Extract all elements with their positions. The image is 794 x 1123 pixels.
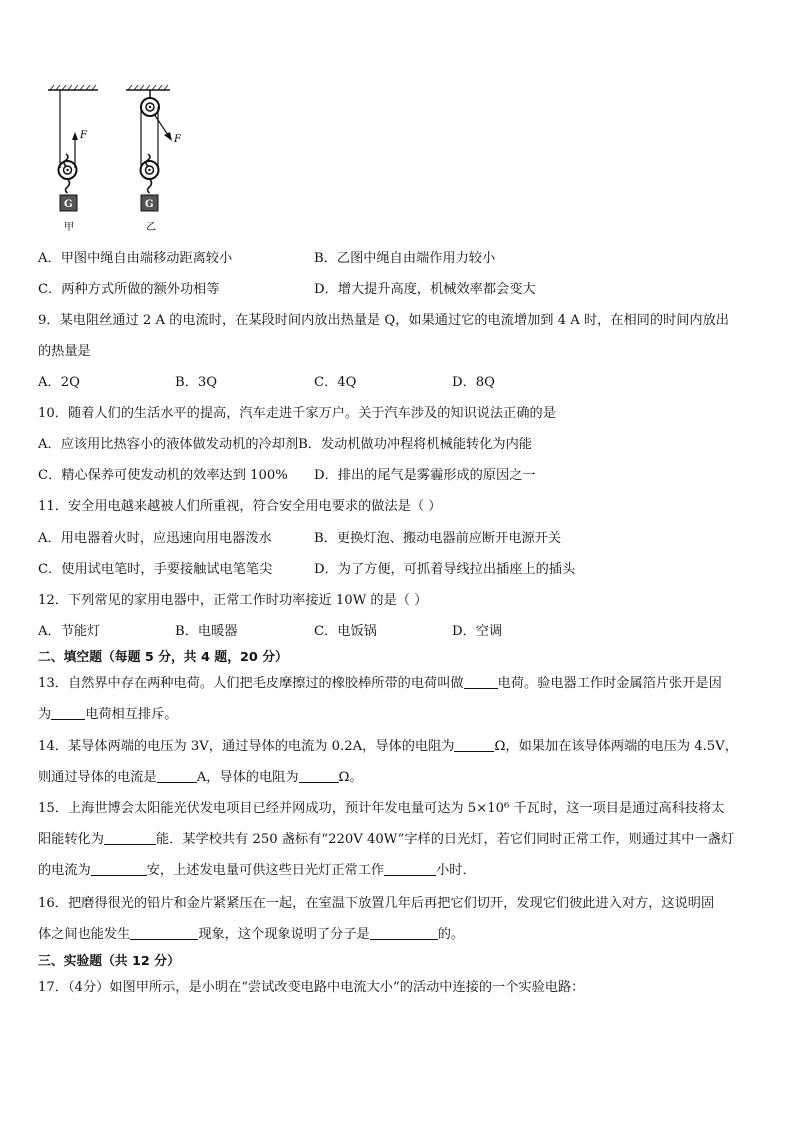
q14-blank-1[interactable] [454, 737, 494, 752]
q15-text-5: 小时． [436, 863, 476, 878]
right-ceiling [126, 85, 170, 90]
q12-option-c: C．电饭锅 [314, 624, 377, 639]
q15-line1: 15．上海世博会太阳能光伏发电项目已经并网成功，预计年发电量可达为 5×10⁶ 千瓦时，这一项目是通过高科技将太 [38, 801, 725, 816]
q8-option-d: D．增大提升高度，机械效率都会变大 [314, 282, 536, 297]
q14-blank-2[interactable] [157, 768, 197, 783]
q9-stem-line2: 的热量是 [38, 344, 91, 359]
left-movable-pulley [59, 154, 77, 193]
q13-text-2: 电荷。验电器工作时金属箔片张开是因 [497, 676, 722, 691]
q15-text-4: 安，上述发电量可供这些日光灯正常工作 [146, 863, 385, 878]
q17-stem: 17．（4分）如图甲所示，是小明在“尝试改变电路中电流大小”的活动中连接的一个实验电路： [38, 980, 585, 995]
q14-text-2: Ω，如果加在该导体两端的电压为 4.5V， [494, 739, 738, 754]
q16-line1: 16．把磨得很光的铅片和金片紧紧压在一起，在室温下放置几年后再把它们切开，发现它们彼此进入对方，这说明固 [38, 896, 715, 911]
q8-option-b: B．乙图中绳自由端作用力较小 [314, 251, 496, 266]
q16-text-1: 体之间也能发生 [38, 927, 131, 942]
q13-text-1: 13．自然界中存在两种电荷。人们把毛皮摩擦过的橡胶棒所带的电荷叫做 [38, 676, 464, 691]
q14-text-4: A，导体的电阻为 [196, 770, 299, 785]
q15-line2 [38, 830, 734, 850]
q11-option-b: B．更换灯泡、搬动电器前应断开电源开关 [314, 531, 562, 546]
left-weight-label: G [64, 199, 73, 210]
q16-text-2: 现象，这个现象说明了分子是 [198, 927, 370, 942]
q11-stem: 11．安全用电越来越被人们所重视，符合安全用电要求的做法是（ ） [38, 499, 442, 514]
q10-option-d: D．排出的尾气是雾霾形成的原因之一 [314, 468, 536, 483]
q13-line2 [38, 705, 178, 725]
q8-option-c: C．两种方式所做的额外功相等 [38, 282, 220, 297]
q15-blank-1[interactable] [104, 830, 156, 845]
q15-text-3: 的电流为 [38, 863, 91, 878]
q16-line2 [38, 925, 464, 945]
right-figure-label: 乙 [146, 222, 156, 233]
q15-blank-2[interactable] [91, 861, 147, 876]
q14-blank-3[interactable] [299, 768, 339, 783]
q11-option-d: D．为了方便，可抓着导线拉出插座上的插头 [314, 562, 576, 577]
q9-option-d: D．8Q [452, 375, 495, 390]
q16-text-3: 的。 [437, 927, 465, 942]
left-force-label: F [80, 130, 87, 141]
q13-blank-1[interactable] [464, 674, 498, 689]
q12-option-b: B．电暖器 [175, 624, 238, 639]
right-fixed-pulley [141, 90, 159, 116]
q15-blank-3[interactable] [384, 861, 436, 876]
q10-option-ab: A．应该用比热容小的液体做发动机的冷却剂B．发动机做功冲程将机械能转化为内能 [38, 437, 532, 452]
q14-line2 [38, 768, 363, 788]
q10-option-c: C．精心保养可使发动机的效率达到 100% [38, 468, 288, 483]
q9-option-c: C．4Q [314, 375, 357, 390]
q9-option-b: B．3Q [175, 375, 218, 390]
section-fill-in-heading: 二、填空题（每题 5 分，共 4 题，20 分） [38, 650, 288, 665]
section-experiment-heading: 三、实验题（共 12 分） [38, 954, 180, 969]
q15-line3 [38, 861, 476, 881]
q9-option-a: A．2Q [38, 375, 80, 390]
q14-text-1: 14．某导体两端的电压为 3V，通过导体的电流为 0.2A，导体的电阻为 [38, 739, 455, 754]
right-force-label: F [174, 134, 181, 145]
q16-blank-2[interactable] [370, 925, 438, 940]
q9-stem-line1: 9．某电阻丝通过 2 A 的电流时，在某段时间内放出热量是 Q，如果通过它的电流增加到 4 A 时，在相同的时间内放出 [38, 313, 729, 328]
q13-blank-2[interactable] [51, 705, 85, 720]
q15-text-1: 阳能转化为 [38, 832, 104, 847]
left-figure-label: 甲 [64, 222, 74, 233]
q13-text-4: 电荷相互排斥。 [85, 707, 178, 722]
q11-option-a: A．用电器着火时，应迅速向用电器泼水 [38, 531, 272, 546]
q14-text-5: Ω。 [338, 770, 363, 785]
q16-blank-1[interactable] [130, 925, 198, 940]
q8-option-a: A．甲图中绳自由端移动距离较小 [38, 251, 233, 266]
right-weight-label: G [145, 199, 154, 210]
q15-text-2: 能．某学校共有 250 盏标有“220V 40W”字样的日光灯，若它们同时正常工作，则通过其中一盏灯 [155, 832, 735, 847]
q12-stem: 12．下列常见的家用电器中，正常工作时功率接近 10W 的是（ ） [38, 593, 428, 608]
q13-line1 [38, 674, 722, 694]
q14-line1 [38, 737, 738, 757]
right-movable-pulley [141, 154, 159, 193]
q10-stem: 10．随着人们的生活水平的提高，汽车走进千家万户。关于汽车涉及的知识说法正确的是 [38, 406, 556, 421]
q13-text-3: 为 [38, 707, 52, 722]
q11-option-c: C．使用试电笔时，手要接触试电笔笔尖 [38, 562, 273, 577]
left-ceiling [48, 85, 98, 90]
q14-text-3: 则通过导体的电流是 [38, 770, 157, 785]
q12-option-a: A．节能灯 [38, 624, 101, 639]
pulley-figure [40, 80, 210, 240]
q12-option-d: D．空调 [452, 624, 503, 639]
